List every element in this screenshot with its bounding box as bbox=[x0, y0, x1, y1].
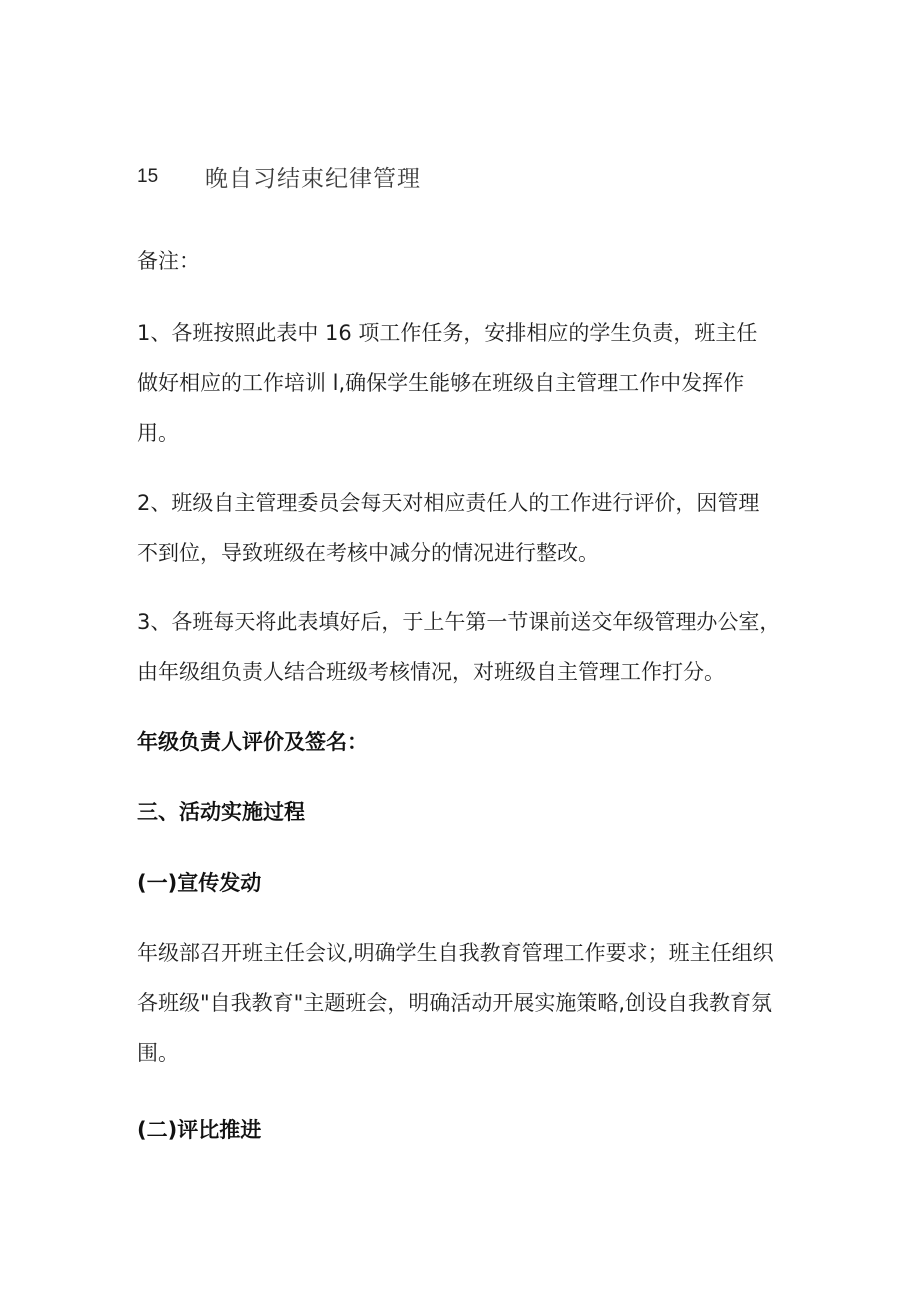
subsection-1-line-2: 各班级"自我教育"主题班会，明确活动开展实施策略,创设自我教育氛 bbox=[137, 991, 772, 1015]
table-row bbox=[137, 160, 777, 192]
remark-3-line-2: 由年级组负责人结合班级考核情况，对班级自主管理工作打分。 bbox=[137, 660, 725, 684]
row-task: 晚自习结束纪律管理 bbox=[205, 166, 421, 192]
remark-1-line-2: 做好相应的工作培训 l,确保学生能够在班级自主管理工作中发挥作 bbox=[137, 371, 745, 395]
remark-3-line-1: 3、各班每天将此表填好后，于上午第一节课前送交年级管理办公室， bbox=[137, 610, 781, 634]
remark-2-line-2: 不到位，导致班级在考核中减分的情况进行整改。 bbox=[137, 541, 599, 565]
section-3-heading: 三、活动实施过程 bbox=[137, 800, 305, 824]
remark-1-line-1: 1、各班按照此表中 16 项工作任务，安排相应的学生负责，班主任 bbox=[137, 321, 758, 345]
row-number: 15 bbox=[137, 166, 159, 187]
remark-2-line-1: 2、班级自主管理委员会每天对相应责任人的工作进行评价，因管理 bbox=[137, 491, 760, 515]
remark-1-line-3: 用。 bbox=[137, 421, 179, 445]
subsection-1-line-3: 围。 bbox=[137, 1041, 179, 1065]
subsection-1-line-1: 年级部召开班主任会议,明确学生自我教育管理工作要求；班主任组织 bbox=[137, 941, 774, 965]
subsection-1-heading: (一)宣传发动 bbox=[137, 871, 262, 895]
remarks-label: 备注： bbox=[137, 249, 200, 273]
signature-label: 年级负责人评价及签名： bbox=[137, 730, 368, 754]
subsection-2-heading: (二)评比推进 bbox=[137, 1118, 262, 1142]
